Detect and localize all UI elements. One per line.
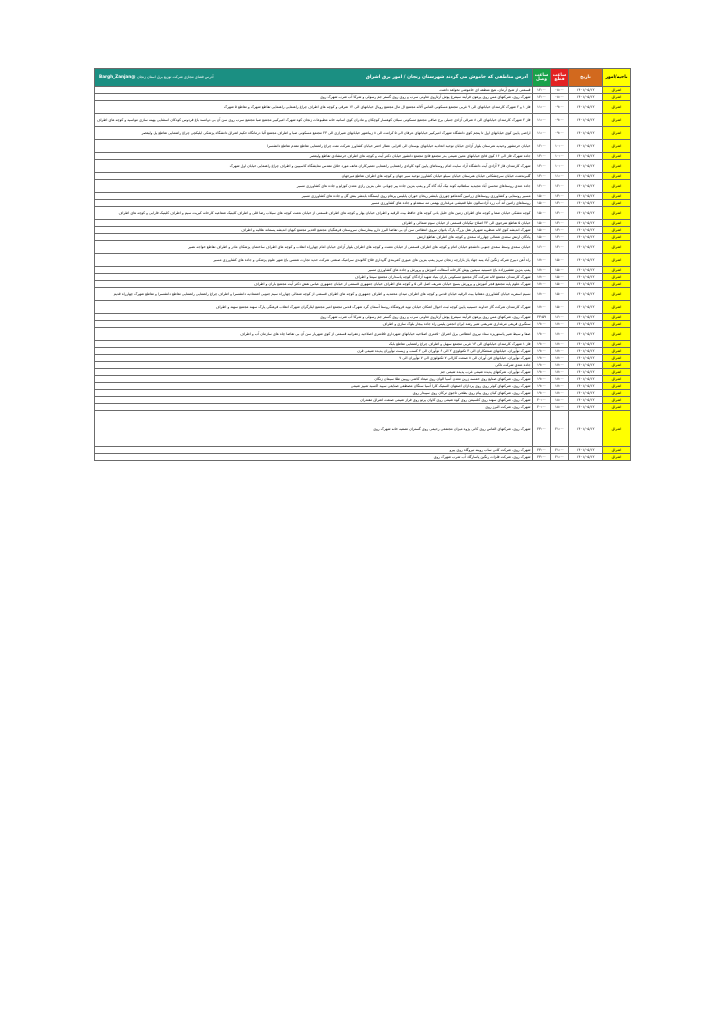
cell-start-time: ۱۶:۰۰	[551, 314, 569, 321]
cell-address: شهرک کارمندان فاز ۳ آزادی آیت دانشگاه آزاد سایت امام روستاهای پایین کوه کاوادی راهنمایی راهنمایی تعمیرکاران هاتف مورد خلاق مقدس نمایشگاه کاسیپین و اطراف چراغ راهنمایی خیابان اول شهرک	[95, 160, 533, 173]
cell-area: اشراق	[603, 254, 631, 267]
table-row	[95, 288, 631, 301]
cell-area: اشراق	[603, 390, 631, 397]
cell-end-time: ۱۷:۰۰	[533, 274, 551, 281]
cell-end-time: ۱۹:۰۰	[533, 376, 551, 383]
cell-address: شهرک روی، شرکتهای کوثر روی روی پردازان اصفهان الستیک کارا آسیا سنگان مصطفی صنایعی سپید اکسید تمییز شیمی	[95, 383, 533, 390]
cell-address: فاز ۱ و ۲ شهرک کارمندان خیابانهای الی ۹ غربی مجتمع مسکونی الماس آلاله مجتمع ال مال مجتمع رویال خیابانهای الی ۱۲ شرقی و کوچه های اطراف چراغ راهنمایی راهنمایی تقاطع شهرک و تقاطع ۵ شهرک	[95, 101, 533, 114]
cell-date: ۱۴۰۱/۰۵/۱۲	[569, 180, 603, 193]
cell-end-time: ۱۵:۰۰	[533, 220, 551, 227]
table-row	[95, 234, 631, 241]
cell-address: شهرک روی، شرکتهای الماس روی کانی پژوه میزان مجتمعی رحیمی روی گستران تصفیه خانه شهرک روی	[95, 411, 533, 447]
cell-end-time: ۱۵:۰۰	[533, 234, 551, 241]
cell-address: شهرک کارمندان مجتمع لاله شرکت گاز مجتمع مسکونی باران بنیاد شهید آزادگان کوچه پاسداران مجتمع سپنتا و اطراف	[95, 274, 533, 281]
cell-address: فاز ۲ شهرک کارمندان خیابانهای الی ۸ شرقی آزادی جنبلی برج صافی مجتمع مسکونی سبلان کوهسار کوچکان و مادران کوی اسانیه خانه مطبوعات زنجان کوه شهرک امیرکبیر مجتمع صبا مجتمع سرب روی سن آن بی دوانسد باغ فردوس کودکان استثنایی بهینه سازی مواسید و کوچه های اطراف	[95, 114, 533, 127]
cell-address: شهرک روی، شرکتهای مس روی پرهون فرآیند سیمرغ پوش آرتاروی تعاونی سرب و روی روی گستر جم رسولی و شرکا آب شرب شهرک روی	[95, 314, 533, 321]
cell-end-time: ۱۹:۰۰	[533, 328, 551, 341]
cell-start-time: ۱۳:۰۰	[551, 200, 569, 207]
cell-address: شهرک اندیشه کوی لاله منظریه شهریار هتل بزرگ پارک بانوان نیروی انتظامی سن آن بی تقاضا البرز دارو بیمارستان سروستان فرهنگیان مجتمع الغدیر مجتمع کیهان اندیشه پسماند هلالیه و اطراف	[95, 227, 533, 234]
cell-area: اشراق	[603, 193, 631, 200]
table-row	[95, 454, 631, 461]
cell-start-time: ۱۰:۰۰	[551, 160, 569, 173]
cell-start-time: ۱۷:۰۰	[551, 390, 569, 397]
cell-date: ۱۴۰۱/۰۵/۱۲	[569, 314, 603, 321]
header-area: ناحیه/امور	[603, 69, 631, 87]
cell-date: ۱۴۰۱/۰۵/۱۲	[569, 369, 603, 376]
cell-area: اشراق	[603, 376, 631, 383]
cell-end-time: ۱۹:۰۰	[533, 355, 551, 362]
cell-date: ۱۴۰۱/۰۵/۱۲	[569, 341, 603, 348]
cell-address: اراضی پایین کوی خیابانهای اول تا پنجم کوی دانشگاه شهرک امیرکبیر خیابانهای عرفان الی ۵ کرامت الی ۸ زیباشهر خیابانهای شیرازی الی ۲۳ مجتمع مسکونی صبا و اطراف مجتمع آلبا درمانگاه حکیم اشراق دانشگاه پزشکی ایلیکچی چراغ راهنمایی تقاطع پل ولیعصر	[95, 127, 533, 140]
cell-area: اشراق	[603, 220, 631, 227]
cell-date: ۱۴۰۱/۰۵/۱۲	[569, 390, 603, 397]
table-row	[95, 254, 631, 267]
cell-address: خیابان سعدی وسط سعدی جنوبی دانشجو خیابان امام و کوچه های اطراف قسمتی از خیابان نعمت و کوچه های اطراف بلوار آزادی خیابان امام چهارراه انقلاب و کوچه های اطراف ساختمان پزشکان مادر و اطراف تقاطع خواجه نصیر	[95, 241, 533, 254]
cell-date: ۱۴۰۱/۰۵/۱۲	[569, 220, 603, 227]
table-row	[95, 390, 631, 397]
cell-address: شهرک نوآوران، خیابانهای صنعتکاران الی ۳ تکنولوژی ۲ الی ۶ نوآوران الی ۲ کسب و زیست نوآوران پدیده شیمی قرن	[95, 348, 533, 355]
table-row	[95, 314, 631, 321]
cell-address: شهرک نوآوران، خیابانهای فن آوران الی ۸ صنعت کارالی ۷ تکنولوژی الی ۷ نوآوران الی ۷	[95, 355, 533, 362]
cell-address: خیابان خرمشهر وحیدیه هنرستان بلوار آزادی خیابان توحید اتحادیه خیابانهای بوستان الی افرایی عطار احمر خیابان کشاورز شرکت نفت چراغ راهنمایی تقاطع مقدم تقاطع دانشسرا	[95, 140, 533, 153]
cell-end-time: ۱۳:۰۰	[533, 153, 551, 160]
cell-start-time: ۱۷:۰۰	[551, 369, 569, 376]
cell-area: اشراق	[603, 447, 631, 454]
cell-end-time: ۱۵:۰۰	[533, 207, 551, 220]
cell-area: اشراق	[603, 321, 631, 328]
cell-area: اشراق	[603, 207, 631, 220]
cell-end-time: ۱۷:۰۰	[533, 254, 551, 267]
cell-date: ۱۴۰۱/۰۵/۱۲	[569, 127, 603, 140]
cell-date: ۱۴۰۱/۰۵/۱۲	[569, 207, 603, 220]
cell-start-time: ۱۷:۰۰	[551, 362, 569, 369]
cell-start-time: ۱۸:۰۰	[551, 397, 569, 404]
cell-date: ۱۴۰۱/۰۵/۱۲	[569, 454, 603, 461]
cell-address: شهرک کارمندان شرکت گاز خداوند حسینیه پایین کوچه ثبت احوال اشکان خیابان نوید فروشگاه روستا آسمان گرد شهرک قدس مجتمع امیر مجتمع ایثارگران شهرک انقلاب فرهنگی پارک سهند مجتمع سهند و اطراف	[95, 301, 533, 314]
cell-area: اشراق	[603, 341, 631, 348]
cell-start-time: ۱۵:۰۰	[551, 254, 569, 267]
cell-address: جاده عندی شرکت تاکی	[95, 362, 533, 369]
cell-end-time: ۲۰:۰۰	[533, 397, 551, 404]
cell-end-time: ۱۲:۰۰	[533, 94, 551, 101]
cell-address: پمپ بنزین تقشیرزاده باغ حسینیه سیمین پوش کارخانه آسفالت آموزش و پرورش و جاده های کشاورزی مسیر	[95, 267, 533, 274]
header-row	[95, 69, 631, 87]
header-social-note: آدرس فضای مجازی شرکت توزیع برق استان زنجان	[137, 75, 214, 79]
cell-area: اشراق	[603, 267, 631, 274]
table-row	[95, 114, 631, 127]
cell-date: ۱۴۰۱/۰۵/۱۲	[569, 288, 603, 301]
table-row	[95, 180, 631, 193]
cell-start-time: ۱۵:۰۰	[551, 267, 569, 274]
cell-start-time: ۱۷:۰۰	[551, 341, 569, 348]
cell-start-time: ۱۸:۰۰	[551, 404, 569, 411]
cell-start-time: ۰۸:۰۰	[551, 87, 569, 94]
cell-end-time: ۱۷:۰۰	[533, 267, 551, 274]
cell-start-time: ۱۵:۰۰	[551, 288, 569, 301]
cell-area: اشراق	[603, 397, 631, 404]
cell-date: ۱۴۰۱/۰۵/۱۲	[569, 227, 603, 234]
cell-start-time: ۱۷:۰۰	[551, 321, 569, 328]
cell-end-time: ۱۱:۰۰	[533, 114, 551, 127]
cell-start-time: ۱۲:۰۰	[551, 180, 569, 193]
cell-area: اشراق	[603, 454, 631, 461]
cell-start-time: ۲۱:۰۰	[551, 454, 569, 461]
table-row	[95, 101, 631, 114]
header-title: آدرس مناطقی که خاموش می گردند شهرستان زنجان / امور برق اشراق	[365, 74, 528, 80]
cell-address: صفا و سیط شیر پاستوریزه ستاد نیروی انتظامی برق اشراق ۵۰متری اصلاحیه خیابانهای شهرداری ۵۵متری اصلاحیه زعفرانیه قسمتی از کوی شهریار سن آن بی تقاضا چاه های سازمان آب و اطراف	[95, 328, 533, 341]
cell-date: ۱۴۰۱/۰۵/۱۲	[569, 348, 603, 355]
cell-end-time: ۱۷:۰۰	[533, 301, 551, 314]
table-row	[95, 301, 631, 314]
header-start-time: ساعت قطع	[551, 69, 569, 87]
table-row	[95, 383, 631, 390]
cell-date: ۱۴۰۱/۰۵/۱۲	[569, 241, 603, 254]
cell-address: فاز ۱ شهرک کارمندان خیابانهای الی ۱۳ غربی مجتمع سهیل و اطراف چراغ راهنمایی تقاطع بابک	[95, 341, 533, 348]
cell-date: ۱۴۰۱/۰۵/۱۲	[569, 301, 603, 314]
header-date: تاریخ	[569, 69, 603, 87]
cell-end-time: ۱۷:۰۰	[533, 288, 551, 301]
cell-area: اشراق	[603, 348, 631, 355]
cell-area: اشراق	[603, 301, 631, 314]
cell-area: اشراق	[603, 404, 631, 411]
cell-end-time: ۱۲:۰۰	[533, 140, 551, 153]
table-row	[95, 321, 631, 328]
cell-end-time: ۱۹:۰۰	[533, 362, 551, 369]
cell-area: اشراق	[603, 328, 631, 341]
cell-address: شهرک روی، شرکتهای صنایع روی خمسه زرین معدن آسیا الوان روی میعاد کاشی روبین طلا سیمان زنگان	[95, 376, 533, 383]
cell-start-time: ۱۳:۰۰	[551, 207, 569, 220]
cell-address: شهرک نوآوران، شرکتهای پدیده شیمی غرب پدیده شیمی جم	[95, 369, 533, 376]
cell-start-time: ۱۳:۰۰	[551, 193, 569, 200]
cell-date: ۱۴۰۱/۰۵/۱۲	[569, 173, 603, 180]
cell-start-time: ۱۷:۰۰	[551, 355, 569, 362]
table-row	[95, 227, 631, 234]
table-row	[95, 87, 631, 94]
cell-area: اشراق	[603, 411, 631, 447]
table-row	[95, 173, 631, 180]
cell-area: اشراق	[603, 369, 631, 376]
table-row	[95, 274, 631, 281]
cell-end-time: ۲۳:۰۰	[533, 411, 551, 447]
cell-start-time: ۱۳:۰۰	[551, 234, 569, 241]
cell-area: اشراق	[603, 362, 631, 369]
table-row	[95, 153, 631, 160]
cell-end-time: ۱۵:۰۰	[533, 200, 551, 207]
table-row	[95, 193, 631, 200]
cell-address: پادگان ارتش سعدی شمالی چهارراه سعدی و کوچه های اطراف تقاطع ارتش	[95, 234, 533, 241]
cell-area: اشراق	[603, 281, 631, 288]
cell-area: اشراق	[603, 241, 631, 254]
cell-start-time: ۱۱:۰۰	[551, 173, 569, 180]
cell-end-time: ۱۲:۰۰	[533, 87, 551, 94]
cell-start-time: ۱۵:۰۰	[551, 274, 569, 281]
table-row	[95, 160, 631, 173]
cell-area: اشراق	[603, 288, 631, 301]
header-end-time: ساعت وصل	[533, 69, 551, 87]
cell-address: گلبرندشت خیابان سرچشکانی خیابان هنرستان خیابان سیلو خیابان کشاورز توحید سیر جهان و کوچه های اطراف تقاطع میرجهان	[95, 173, 533, 180]
cell-end-time: ۱۴:۰۰	[533, 180, 551, 193]
cell-address: خیابان ۵ تقاطع هنرجوی الی ۲۴ اصلاح تیکپانان قسمتی از خیابان سوم شمالی و اطراف	[95, 220, 533, 227]
cell-end-time: ۲۳:۰۰	[533, 454, 551, 461]
cell-date: ۱۴۰۱/۰۵/۱۲	[569, 94, 603, 101]
cell-end-time: ۱۹:۰۰	[533, 321, 551, 328]
cell-end-time: ۱۵:۰۰	[533, 227, 551, 234]
cell-date: ۱۴۰۱/۰۵/۱۲	[569, 376, 603, 383]
cell-date: ۱۴۰۱/۰۵/۱۲	[569, 267, 603, 274]
cell-end-time: ۱۱:۰۰	[533, 101, 551, 114]
cell-area: اشراق	[603, 173, 631, 180]
cell-end-time: ۱۵:۰۰	[533, 193, 551, 200]
cell-end-time: ۱۹:۰۰	[533, 348, 551, 355]
cell-start-time: ۱۵:۰۰	[551, 281, 569, 288]
cell-start-time: ۱۵:۰۰	[551, 301, 569, 314]
cell-date: ۱۴۰۱/۰۵/۱۲	[569, 101, 603, 114]
cell-date: ۱۴۰۱/۰۵/۱۲	[569, 355, 603, 362]
cell-area: اشراق	[603, 153, 631, 160]
cell-end-time: ۲۰:۰۰	[533, 404, 551, 411]
cell-date: ۱۴۰۱/۰۵/۱۲	[569, 404, 603, 411]
cell-end-time: ۲۳:۵۹	[533, 314, 551, 321]
cell-area: اشراق	[603, 114, 631, 127]
cell-address: راه آهن دبیرخ شرکه زنگین آیاد پنبه جهاد پاز بازارچه زنجان تبریز پمپ بنزین های عبوری کمربندی گاوداری فلاح کالوندی سرامیک صنعتی شرکت حدید تجارت شمس باغ شهر علوم پزشکی و جاده های کشاورزی مسیر	[95, 254, 533, 267]
cell-address: مسیر روستایی و کشاورزی روستاهای زرانبین گندماهو چورزق بابنشر ریحان خوران پابلیس پرهام روی ایستگاه بابنشر بنش گل و جاده های کشاورزی مسیر	[95, 193, 533, 200]
cell-area: اشراق	[603, 355, 631, 362]
cell-start-time: ۱۷:۰۰	[551, 348, 569, 355]
cell-date: ۱۴۰۱/۰۵/۱۲	[569, 274, 603, 281]
cell-start-time: ۲۱:۰۰	[551, 411, 569, 447]
cell-date: ۱۴۰۱/۰۵/۱۲	[569, 254, 603, 267]
table-row	[95, 362, 631, 369]
cell-address: شهرک روی، شرکت فلزات رنگین پاسارگاد آب شرب شهرک روی	[95, 454, 533, 461]
table-row	[95, 348, 631, 355]
cell-start-time: ۱۰:۰۰	[551, 140, 569, 153]
table-row	[95, 267, 631, 274]
cell-address: سنگبری فریقی مرغداری شریعتی شیر رشد ایران انجمن پلیس راه جاده بیجار بلوک سازی و اطراف	[95, 321, 533, 328]
cell-area: اشراق	[603, 180, 631, 193]
cell-start-time: ۰۸:۰۰	[551, 94, 569, 101]
table-row	[95, 140, 631, 153]
table-row	[95, 341, 631, 348]
cell-address: شهرک روی، شرکتهای کیان روی پیام روی بطحی تاجوی ترکان روی سپیدار روی	[95, 390, 533, 397]
cell-date: ۱۴۰۱/۰۵/۱۲	[569, 140, 603, 153]
cell-address: کوچه مشکی خیابان صفا و کوچه های اطراف زمین های خلیل بانی کوچه های حافظ بیت الرقیه و اطراف خیابان بهار و کوچه های اطراف قسمتی از خیابان نعمت کوچه های سیلاب رضا قلی و اطراف کلینیک شفاعیه کارخانه کبریت سیم و اطراف کلینیک فارابی و کوچه های اطراف	[95, 207, 533, 220]
cell-end-time: ۱۹:۰۰	[533, 383, 551, 390]
table-row	[95, 220, 631, 227]
cell-start-time: ۰۹:۰۰	[551, 114, 569, 127]
cell-area: اشراق	[603, 140, 631, 153]
cell-date: ۱۴۰۱/۰۵/۱۲	[569, 87, 603, 94]
cell-date: ۱۴۰۱/۰۵/۱۲	[569, 281, 603, 288]
table-row	[95, 404, 631, 411]
cell-start-time: ۱۷:۰۰	[551, 376, 569, 383]
table-row	[95, 328, 631, 341]
table-row	[95, 241, 631, 254]
cell-area: اشراق	[603, 314, 631, 321]
cell-area: اشراق	[603, 87, 631, 94]
cell-area: اشراق	[603, 127, 631, 140]
cell-end-time: ۱۹:۰۰	[533, 369, 551, 376]
cell-area: اشراق	[603, 200, 631, 207]
table-row	[95, 447, 631, 454]
table-row	[95, 94, 631, 101]
cell-start-time: ۰۹:۰۰	[551, 127, 569, 140]
cell-start-time: ۱۷:۰۰	[551, 383, 569, 390]
table-row	[95, 207, 631, 220]
cell-address: قسمتی از شیخ آرمان، هیچ منطقه ای خاموشی نخواهد داشت	[95, 87, 533, 94]
cell-address: جاده عندی روستاهای محسن آباد مجیدیه سلطانیه کوند نیک آباد گاه گر و پمپ بنزین جاده پیر چوپانی علی بنزین رازی معدن کوزلو و جاده های کشاورزی مسیر	[95, 180, 533, 193]
cell-end-time: ۱۹:۰۰	[533, 390, 551, 397]
header-address	[95, 69, 533, 87]
cell-start-time: ۱۳:۰۰	[551, 220, 569, 227]
cell-date: ۱۴۰۱/۰۵/۱۲	[569, 234, 603, 241]
cell-date: ۱۴۰۱/۰۵/۱۲	[569, 397, 603, 404]
cell-date: ۱۴۰۱/۰۵/۱۲	[569, 321, 603, 328]
outage-schedule-table	[94, 68, 631, 461]
table-row	[95, 355, 631, 362]
cell-date: ۱۴۰۱/۰۵/۱۲	[569, 383, 603, 390]
cell-end-time: ۱۳:۰۰	[533, 173, 551, 180]
cell-date: ۱۴۰۱/۰۵/۱۲	[569, 200, 603, 207]
cell-address: شهرک روی، شرکتهای سهند روی کلسیمن روی کوه شیمی روی کاوان پرتو روی فراز شیمی صنعت اشراق مقتدران	[95, 397, 533, 404]
table-row	[95, 411, 631, 447]
cell-area: اشراق	[603, 274, 631, 281]
cell-end-time: ۱۷:۰۰	[533, 281, 551, 288]
cell-date: ۱۴۰۱/۰۵/۱۲	[569, 411, 603, 447]
cell-date: ۱۴۰۱/۰۵/۱۲	[569, 114, 603, 127]
cell-date: ۱۴۰۱/۰۵/۱۲	[569, 153, 603, 160]
table-row	[95, 369, 631, 376]
header-social-handle: @Bargh_Zanjan	[99, 74, 136, 79]
cell-address: شهرک علوم پایه مجتمع فجر آموزش و پرورش بسیج خیابان شریف اصل الی ۵ و کوچه های اطراف خیابان جمهوری قسمتی از خیابان جمهوری عباس نقش دکتر آیت مجتمع باران و اطراف	[95, 281, 533, 288]
cell-area: اشراق	[603, 383, 631, 390]
cell-start-time: ۱۰:۰۰	[551, 153, 569, 160]
cell-area: اشراق	[603, 160, 631, 173]
cell-date: ۱۴۰۱/۰۵/۱۲	[569, 447, 603, 454]
cell-address: جاده شهرک فاز الی ۱۶ کوی فاتح خیابانهای معین شیمی بدر مجتمع فاتح مجتمع دانشور خیابان دکتر آیت و کوچه های اطراف خرمشادی تقاطع ولیعصر	[95, 153, 533, 160]
cell-date: ۱۴۰۱/۰۵/۱۲	[569, 362, 603, 369]
cell-start-time: ۱۷:۰۰	[551, 328, 569, 341]
table-row	[95, 200, 631, 207]
cell-date: ۱۴۰۱/۰۵/۱۲	[569, 193, 603, 200]
cell-start-time: ۱۴:۰۰	[551, 241, 569, 254]
cell-area: اشراق	[603, 101, 631, 114]
cell-end-time: ۱۶:۰۰	[533, 241, 551, 254]
cell-address: نسیم اسفریه خیابان کشاورزی دهقانیا بیت الرقیه خیابان قدس و کوچه های اطراف میدان محمدیه و اطراف جمهوری و کوچه های اطراف قسمتی از کوچه شمالی چهارراه سیم جنوبی اشتمادیه دانشسرا و اطراف چراغ راهنمایی راهنمایی تقاطع دانشسرا و تقاطع شهرک چهارراه قدیم	[95, 288, 533, 301]
cell-end-time: ۲۳:۰۰	[533, 447, 551, 454]
cell-address: شهرک روی، شرکت البرز روی	[95, 404, 533, 411]
cell-address: شهرک روی، شرکتهای مس روی پرهون فرآیند سیمرغ پوش آرتاروی تعاونی سرب و روی روی گستر جم رسولی و شرکا آب شرب شهرک روی	[95, 94, 533, 101]
cell-address: روستاهای زامین آند آب زرد آزادسالون علیا قمیشی مرغداری بهمنی مه ستقدلو و جاده های کشاورزی مسیر	[95, 200, 533, 207]
cell-area: اشراق	[603, 234, 631, 241]
cell-start-time: ۲۱:۰۰	[551, 447, 569, 454]
cell-start-time: ۰۹:۰۰	[551, 101, 569, 114]
cell-end-time: ۱۹:۰۰	[533, 341, 551, 348]
table-row	[95, 397, 631, 404]
table-row	[95, 281, 631, 288]
cell-address: شهرک روی، شرکت کانی ساب روینه نیروگاه روی پیرو	[95, 447, 533, 454]
table-row	[95, 127, 631, 140]
cell-area: اشراق	[603, 227, 631, 234]
table-row	[95, 376, 631, 383]
cell-date: ۱۴۰۱/۰۵/۱۲	[569, 160, 603, 173]
cell-end-time: ۱۳:۰۰	[533, 160, 551, 173]
cell-end-time: ۱۱:۰۰	[533, 127, 551, 140]
cell-start-time: ۱۳:۰۰	[551, 227, 569, 234]
cell-area: اشراق	[603, 94, 631, 101]
cell-date: ۱۴۰۱/۰۵/۱۲	[569, 328, 603, 341]
